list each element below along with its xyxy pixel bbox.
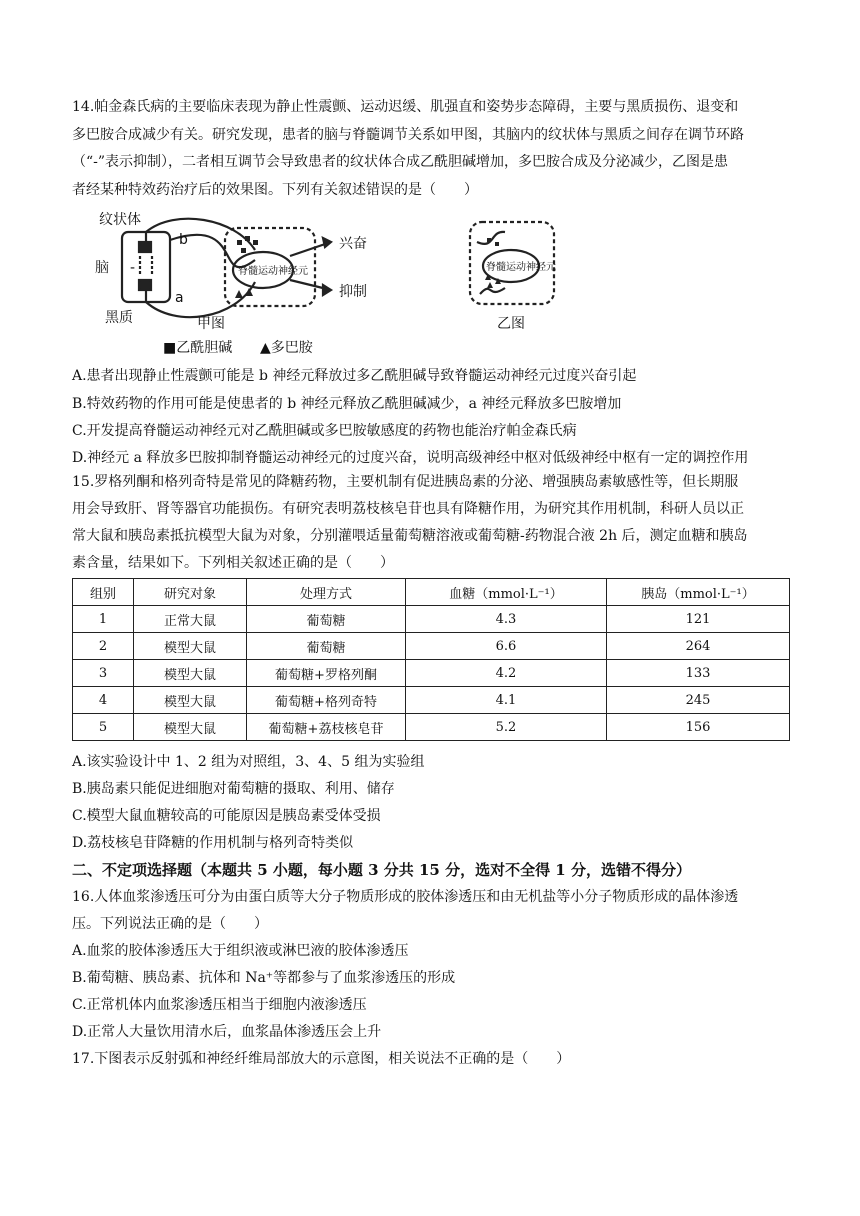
- table-cell: 葡萄糖: [247, 633, 406, 660]
- q15-option-b: B.胰岛素只能促进细胞对葡萄糖的摄取、利用、储存: [72, 781, 395, 797]
- legend-da: ▲多巴胺: [260, 340, 313, 356]
- table-cell: 正常大鼠: [134, 606, 247, 633]
- section-heading: 二、不定项选择题（本题共 5 小题，每小题 3 分共 15 分，选对不全得 1 分，选错不得分）: [72, 861, 691, 879]
- label-fig-yi: 乙图: [497, 316, 525, 332]
- q15-stem-line: 用会导致肝、肾等器官功能损伤。有研究表明荔枝核皂苷也具有降糖作用，为研究其作用机制，科研人员以正: [72, 501, 744, 517]
- table-cell: 156: [607, 714, 790, 741]
- q14-option-a: A.患者出现静止性震颤可能是 b 神经元释放过多乙酰胆碱导致脊髓运动神经元过度兴奋引起: [72, 368, 637, 384]
- label-neuron: 脊髓运动神经元: [238, 266, 308, 277]
- table-row: [73, 714, 790, 741]
- table-row: [73, 633, 790, 660]
- q16-option-a: A.血浆的胶体渗透压大于组织液或淋巴液的胶体渗透压: [72, 943, 409, 959]
- q16-stem-line: 16.人体血浆渗透压可分为由蛋白质等大分子物质形成的胶体渗透压和由无机盐等小分子物质形成的晶体渗透: [72, 889, 739, 905]
- table-header-cell: 处理方式: [247, 579, 406, 606]
- q16-option-c: C.正常机体内血浆渗透压相当于细胞内液渗透压: [72, 997, 367, 1013]
- table-header-cell: 研究对象: [134, 579, 247, 606]
- table-cell: 4: [73, 687, 134, 714]
- table-cell: 模型大鼠: [134, 714, 247, 741]
- q14-option-d: D.神经元 a 释放多巴胺抑制脊髓运动神经元的过度兴奋，说明高级神经中枢对低级神经中枢有一定的调控作用: [72, 450, 749, 466]
- table-cell: 245: [607, 687, 790, 714]
- table-cell: 4.2: [406, 660, 607, 687]
- legend-ach: ■乙酰胆碱: [163, 340, 233, 356]
- table-cell: 4.3: [406, 606, 607, 633]
- q14-stem-line: 14.帕金森氏病的主要临床表现为静止性震颤、运动迟缓、肌强直和姿势步态障碍，主要与黑质损伤、退变和: [72, 99, 739, 115]
- q16-stem-line: 压。下列说法正确的是（ ）: [72, 916, 268, 932]
- table-row: [73, 660, 790, 687]
- q14-option-b: B.特效药物的作用可能是使患者的 b 神经元释放乙酰胆碱减少，a 神经元释放多巴胺增加: [72, 396, 622, 412]
- label-inhibit: 抑制: [339, 284, 367, 300]
- table-cell: 5: [73, 714, 134, 741]
- table-cell: 模型大鼠: [134, 687, 247, 714]
- q14-stem-line: 多巴胺合成减少有关。研究发现，患者的脑与脊髓调节关系如甲图，其脑内的纹状体与黑质之间存在调节环路: [72, 127, 744, 143]
- label-striatum: 纹状体: [99, 212, 141, 228]
- q15-option-c: C.模型大鼠血糖较高的可能原因是胰岛素受体受损: [72, 808, 381, 824]
- table-row: [73, 687, 790, 714]
- label-excite: 兴奋: [339, 236, 367, 252]
- table-header-cell: 血糖（mmol·L⁻¹）: [406, 579, 607, 606]
- table-header-row: [73, 579, 790, 606]
- q14-stem-line: 者经某种特效药治疗后的效果图。下列有关叙述错误的是（ ）: [72, 182, 478, 198]
- label-minus: -: [130, 260, 136, 276]
- label-b: b: [179, 232, 188, 248]
- table-header-cell: 胰岛（mmol·L⁻¹）: [607, 579, 790, 606]
- table-cell: 121: [607, 606, 790, 633]
- label-a: a: [175, 290, 184, 306]
- table-cell: 葡萄糖+荔枝核皂苷: [247, 714, 406, 741]
- neuron-a-path: [146, 282, 255, 317]
- table-cell: 264: [607, 633, 790, 660]
- table-row: [73, 606, 790, 633]
- table-cell: 133: [607, 660, 790, 687]
- table-cell: 2: [73, 633, 134, 660]
- table-cell: 模型大鼠: [134, 660, 247, 687]
- q15-option-a: A.该实验设计中 1、2 组为对照组，3、4、5 组为实验组: [72, 754, 425, 770]
- q14-figure: [95, 210, 575, 358]
- q16-option-b: B.葡萄糖、胰岛素、抗体和 Na⁺等都参与了血浆渗透压的形成: [72, 970, 456, 986]
- q16-option-d: D.正常人大量饮用清水后，血浆晶体渗透压会上升: [72, 1024, 382, 1040]
- q15-results-table: [72, 578, 790, 741]
- table-cell: 葡萄糖+罗格列酮: [247, 660, 406, 687]
- table-header-cell: 组别: [73, 579, 134, 606]
- q15-stem-line: 15.罗格列酮和格列奇特是常见的降糖药物，主要机制有促进胰岛素的分泌、增强胰岛素敏感性等，但长期服: [72, 474, 739, 490]
- label-brain: 脑: [95, 260, 109, 276]
- label-fig-jia: 甲图: [197, 316, 225, 332]
- table-cell: 葡萄糖+格列奇特: [247, 687, 406, 714]
- label-substantia: 黑质: [105, 310, 133, 326]
- q17-stem-line: 17.下图表示反射弧和神经纤维局部放大的示意图，相关说法不正确的是（ ）: [72, 1051, 571, 1067]
- table-cell: 1: [73, 606, 134, 633]
- table-cell: 5.2: [406, 714, 607, 741]
- table-cell: 3: [73, 660, 134, 687]
- q15-stem-line: 素含量，结果如下。下列相关叙述正确的是（ ）: [72, 555, 394, 571]
- q15-stem-line: 常大鼠和胰岛素抵抗模型大鼠为对象，分别灌喂适量葡萄糖溶液或葡萄糖-药物混合液 2h 后，测定血糖和胰岛: [72, 528, 748, 544]
- table-cell: 葡萄糖: [247, 606, 406, 633]
- q14-option-c: C.开发提高脊髓运动神经元对乙酰胆碱或多巴胺敏感度的药物也能治疗帕金森氏病: [72, 423, 577, 439]
- table-cell: 模型大鼠: [134, 633, 247, 660]
- table-cell: 4.1: [406, 687, 607, 714]
- q14-stem-line: （“-”表示抑制），二者相互调节会导致患者的纹状体合成乙酰胆碱增加，多巴胺合成及分泌减少，乙图是患: [72, 154, 729, 170]
- q15-option-d: D.荔枝核皂苷降糖的作用机制与格列奇特类似: [72, 835, 354, 851]
- table-cell: 6.6: [406, 633, 607, 660]
- label-neuron-yi: 脊髓运动神经元: [486, 262, 556, 273]
